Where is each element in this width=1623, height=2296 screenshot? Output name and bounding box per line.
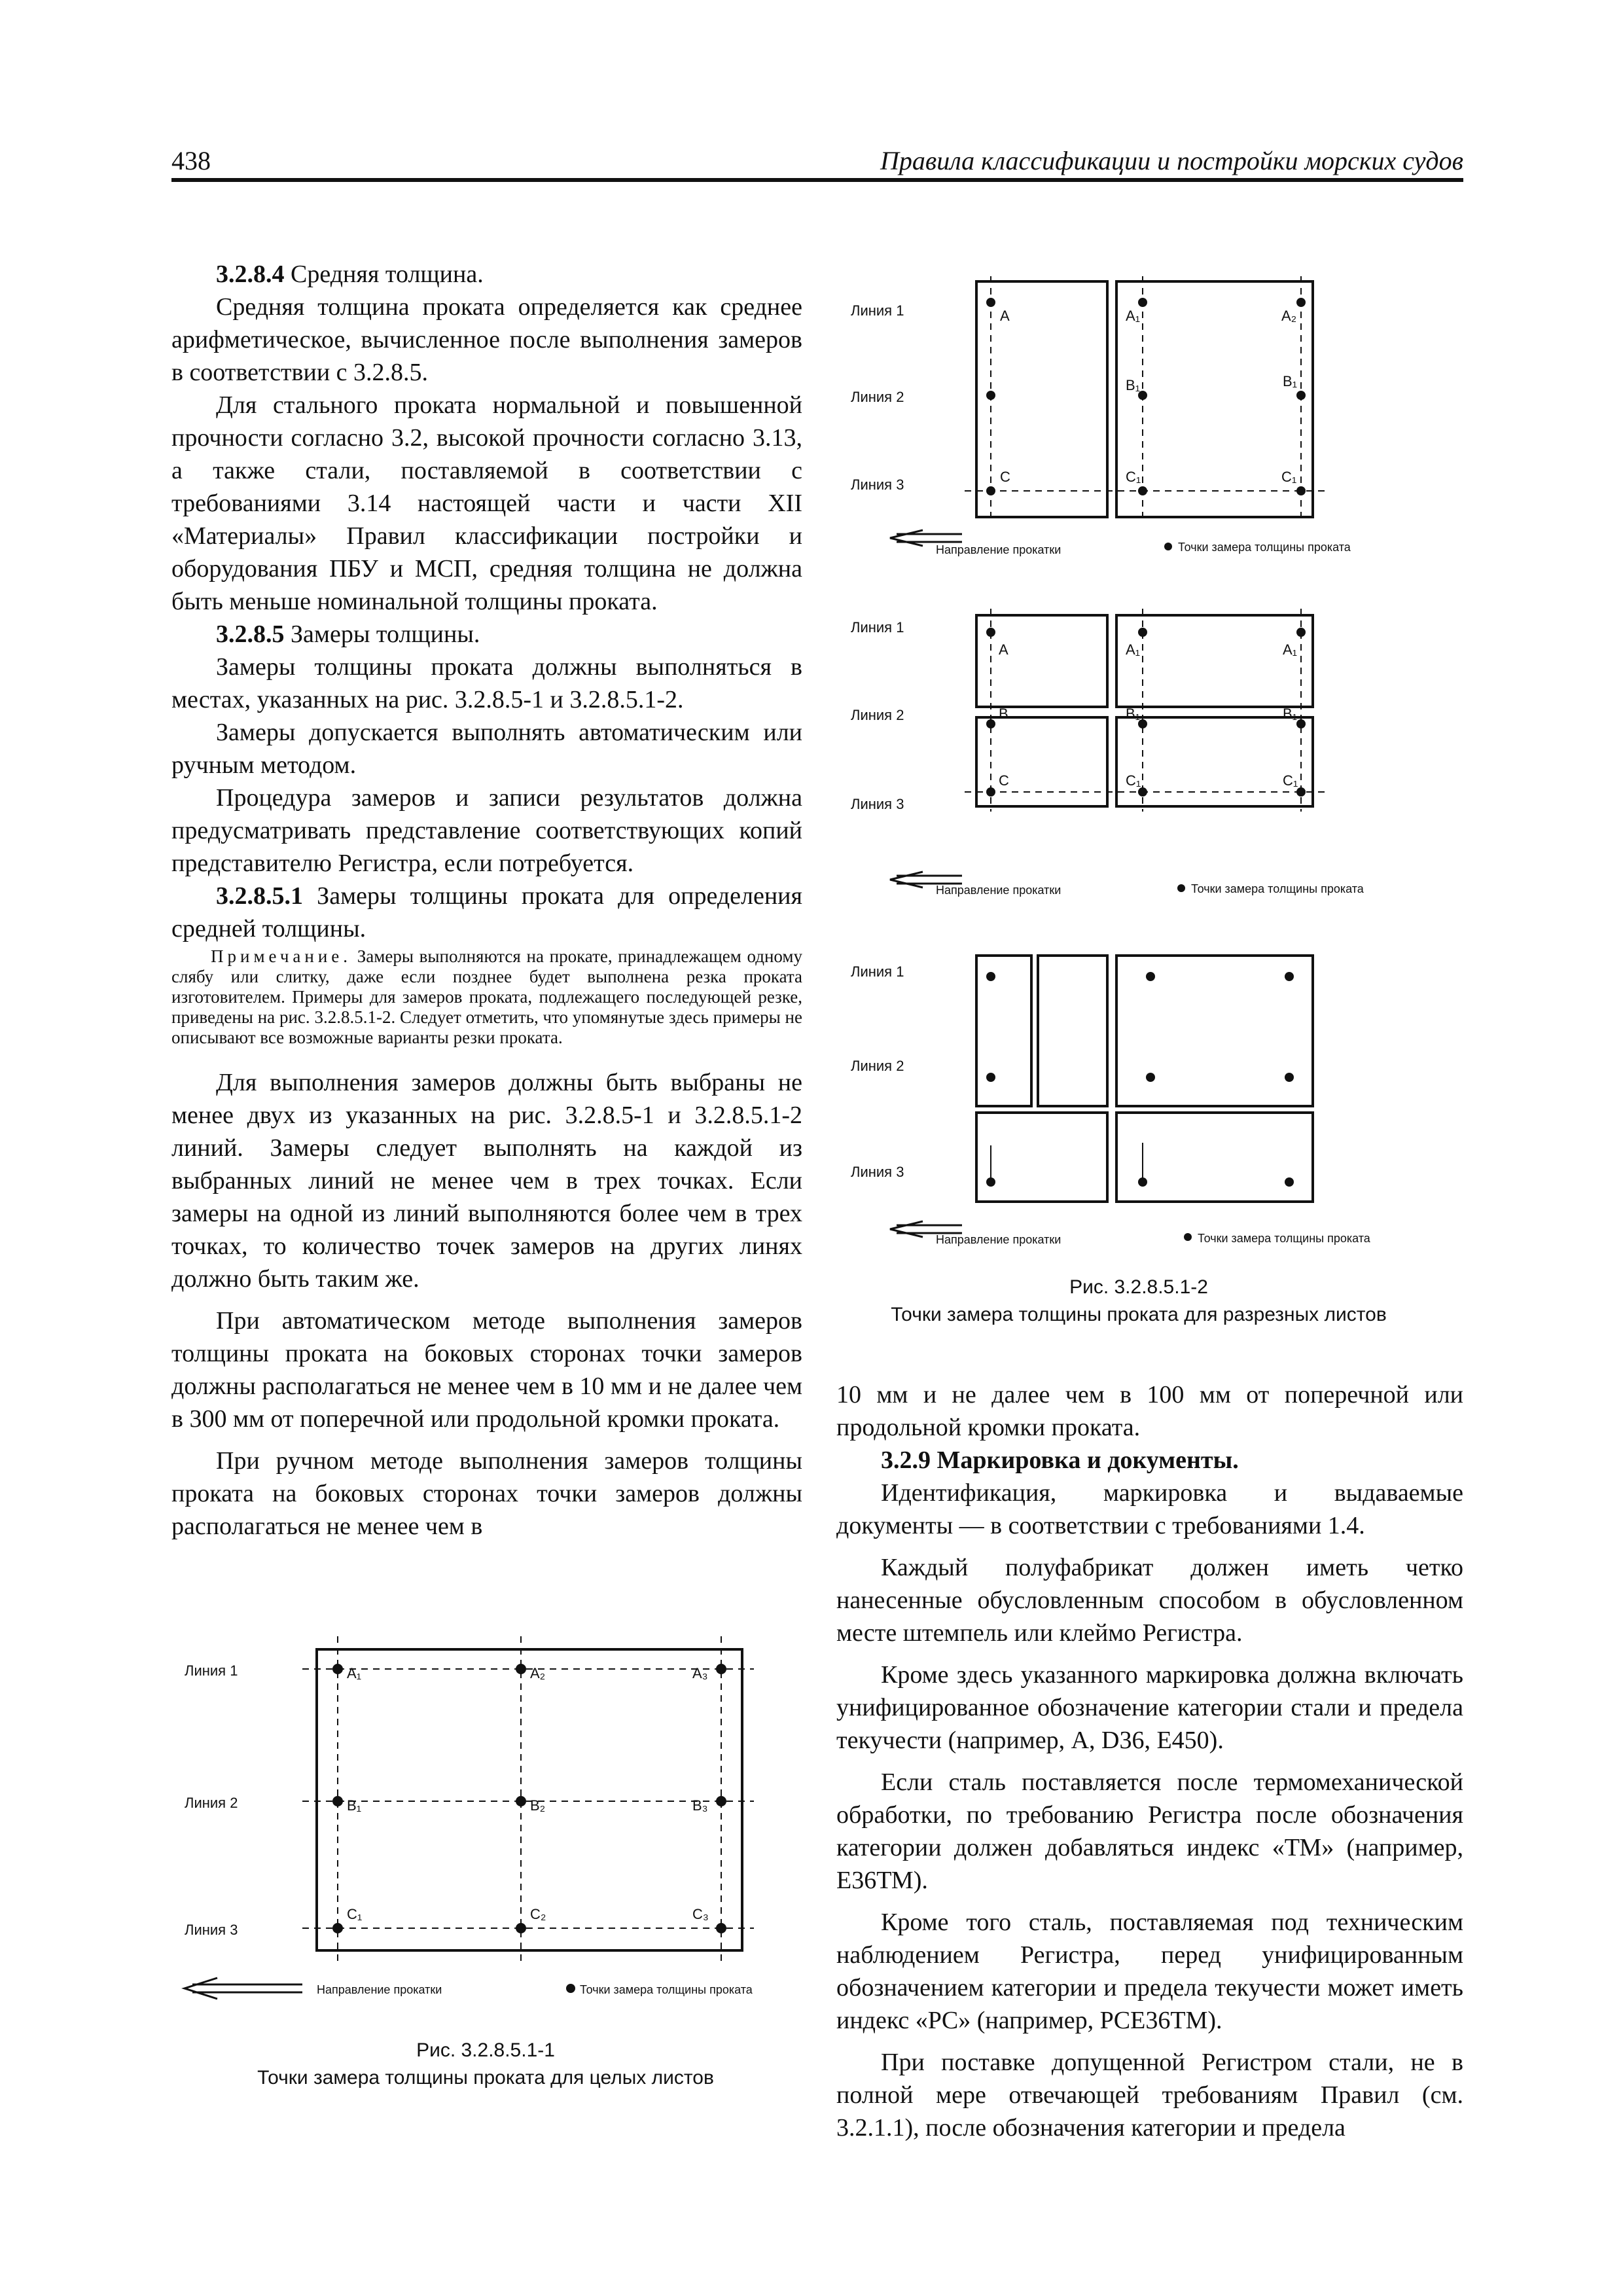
point-label: C₁ xyxy=(1126,772,1141,789)
line-label: Линия 1 xyxy=(851,302,904,319)
point-label: A₁ xyxy=(347,1665,362,1681)
point-label: C₃ xyxy=(692,1906,709,1922)
paragraph: Если сталь поставляется после термомеханической обработки, по требованию Регистра после обозначения категории должен добавляться индекс «ТМ» (например, Е36ТМ). xyxy=(836,1768,1463,1894)
section-3-2-8-5-heading xyxy=(171,618,802,651)
legend-points: Точки замера толщины проката xyxy=(1198,1232,1370,1245)
paragraph: При автоматическом методе выполнения замеров толщины проката на боковых сторонах точки замеров должны располагаться не менее чем в 10 мм и не далее чем в 300 мм от поперечной или продольной кромки проката. xyxy=(171,1307,802,1433)
point-label: A₁ xyxy=(1126,308,1141,324)
legend-direction: Направление прокатки xyxy=(936,884,1061,897)
note-text: Замеры выполняются на прокате, принадлежащем одному слябу или слитку, даже если позднее будет выполнена резка проката изготовителем. Примеры для замеров проката, подлежащего последующей резке, приведены на рис. 3.2.8.5.1-2. Следует отметить, что упомянутые здесь примеры не описывают все возможные варианты резки проката. xyxy=(171,946,802,1047)
paragraph: Процедура замеров и записи результатов должна предусматривать представление соответствующих копий представителю Регистра, если потребуется. xyxy=(171,784,802,877)
paragraph: При поставке допущенной Регистром стали, не в полной мере отвечающей требованиям Правил (см. 3.2.1.1), после обозначения категории и предела xyxy=(836,2049,1463,2142)
figure-caption-number: Рис. 3.2.8.5.1-2 xyxy=(1069,1276,1208,1298)
legend-direction: Направление прокатки xyxy=(317,1983,442,1996)
page-number: 438 xyxy=(171,146,211,175)
point-label: B xyxy=(999,706,1008,722)
line-label: Линия 3 xyxy=(185,1922,238,1938)
point-label: B₁ xyxy=(347,1797,362,1814)
line-label: Линия 3 xyxy=(851,796,904,812)
right-column xyxy=(836,1378,1463,2144)
legend-points: Точки замера толщины проката xyxy=(580,1983,753,1996)
point-label: A₂ xyxy=(1281,308,1297,324)
point-label: A xyxy=(1000,308,1010,324)
paragraph: 10 мм и не далее чем в 100 мм от поперечной или продольной кромки проката. xyxy=(836,1381,1463,1441)
line-label: Линия 1 xyxy=(851,619,904,636)
section-3-2-8-5-1-heading xyxy=(171,880,802,945)
paragraph: Идентификация, маркировка и выдаваемые документы — в соответствии с требованиями 1.4. xyxy=(836,1479,1463,1539)
legend-direction: Направление прокатки xyxy=(936,543,1061,556)
note-label: Примечание. xyxy=(211,946,352,966)
paragraph: Для выполнения замеров должны быть выбраны не менее двух из указанных на рис. 3.2.8.5-1 и 3.2.8.5.1-2 линий. Замеры следует выполнять на каждой из выбранных линий не менее чем в трех точках. Если замеры на одной из линий выполняются более чем в трех точках, то количество точек замеров на других линях должно быть таким же. xyxy=(171,1069,802,1293)
point-label: C₁ xyxy=(347,1906,363,1922)
point-label: A xyxy=(999,641,1008,658)
legend-points: Точки замера толщины проката xyxy=(1178,541,1351,554)
point-label: C xyxy=(1000,469,1010,485)
figure-caption-text: Точки замера толщины проката для разрезных листов xyxy=(891,1304,1387,1325)
paragraph: Замеры допускается выполнять автоматическим или ручным методом. xyxy=(171,719,802,779)
figure-caption-text: Точки замера толщины проката для целых листов xyxy=(257,2067,714,2089)
legend-points: Точки замера толщины проката xyxy=(1191,882,1364,895)
section-number: 3.2.8.5.1 xyxy=(216,882,303,910)
section-number: 3.2.8.5 xyxy=(216,620,285,648)
paragraph: Для стального проката нормальной и повышенной прочности согласно 3.2, высокой прочности согласно 3.13, а также стали, поставляемой в соответствии с требованиями 3.14 настоящей части и части XII «Материалы» Правил классификации постройки и оборудования ПБУ и МСП, средняя толщина не должна быть меньше номинальной толщины проката. xyxy=(171,391,802,615)
paragraph: Замеры толщины проката должны выполняться в местах, указанных на рис. 3.2.8.5-1 и 3.2.8.5.1-2. xyxy=(171,653,802,713)
paragraph: При ручном методе выполнения замеров толщины проката на боковых сторонах точки замеров должны располагаться не менее чем в xyxy=(171,1447,802,1540)
point-label: B₃ xyxy=(692,1797,708,1814)
figure-3-2-8-5-1-1 xyxy=(171,1630,802,2114)
point-label: C xyxy=(999,772,1009,789)
paragraph: Средняя толщина проката определяется как среднее арифметическое, вычисленное после выполнения замеров в соответствии с 3.2.8.5. xyxy=(171,293,802,386)
line-label: Линия 1 xyxy=(185,1662,238,1679)
line-label: Линия 2 xyxy=(851,707,904,723)
section-3-2-8-4-heading xyxy=(171,258,802,291)
point-label: A₂ xyxy=(530,1665,546,1681)
left-column xyxy=(171,258,802,1543)
point-label: C₁ xyxy=(1281,469,1297,485)
running-title: Правила классификации и постройки морских судов xyxy=(880,146,1463,175)
section-title: Средняя толщина. xyxy=(284,260,484,288)
line-label: Линия 2 xyxy=(851,1058,904,1074)
paragraph: Каждый полуфабрикат должен иметь четко нанесенные обусловленным способом в обусловленном месте штемпель или клеймо Регистра. xyxy=(836,1554,1463,1647)
point-label: A₁ xyxy=(1126,641,1141,658)
figure-caption-number: Рис. 3.2.8.5.1-1 xyxy=(416,2039,555,2061)
point-label: B₁ xyxy=(1126,377,1141,393)
point-label: C₁ xyxy=(1283,772,1298,789)
figure-3-2-8-5-1-2 xyxy=(831,268,1446,1355)
point-label: B₁ xyxy=(1283,706,1298,722)
section-title: Замеры толщины проката для определения средней толщины. xyxy=(171,882,802,942)
section-3-2-9-heading xyxy=(836,1444,1463,1477)
legend-direction: Направление прокатки xyxy=(936,1233,1061,1246)
section-number: 3.2.8.4 xyxy=(216,260,285,288)
note xyxy=(171,946,802,1048)
line-label: Линия 1 xyxy=(851,963,904,980)
paragraph: Кроме того сталь, поставляемая под техническим наблюдением Регистра, перед унифицированным обозначением категории и предела текучести может иметь индекс «PC» (например, PCE36TM). xyxy=(836,1909,1463,2034)
point-label: B₁ xyxy=(1283,373,1298,389)
point-label: B₂ xyxy=(530,1797,546,1814)
point-label: C₂ xyxy=(530,1906,546,1922)
line-label: Линия 2 xyxy=(185,1795,238,1811)
point-label: C₁ xyxy=(1126,469,1141,485)
point-label: A₃ xyxy=(692,1665,708,1681)
line-label: Линия 3 xyxy=(851,1164,904,1180)
header-rule xyxy=(171,178,1463,182)
line-label: Линия 2 xyxy=(851,389,904,405)
section-title: 3.2.9 Маркировка и документы. xyxy=(881,1446,1239,1474)
line-label: Линия 3 xyxy=(851,476,904,493)
point-label: B₁ xyxy=(1126,706,1141,722)
paragraph: Кроме здесь указанного маркировка должна включать унифицированное обозначение категории стали и предела текучести (например, А, D36, Е450). xyxy=(836,1661,1463,1754)
section-title: Замеры толщины. xyxy=(284,620,480,648)
point-label: A₁ xyxy=(1283,641,1298,658)
